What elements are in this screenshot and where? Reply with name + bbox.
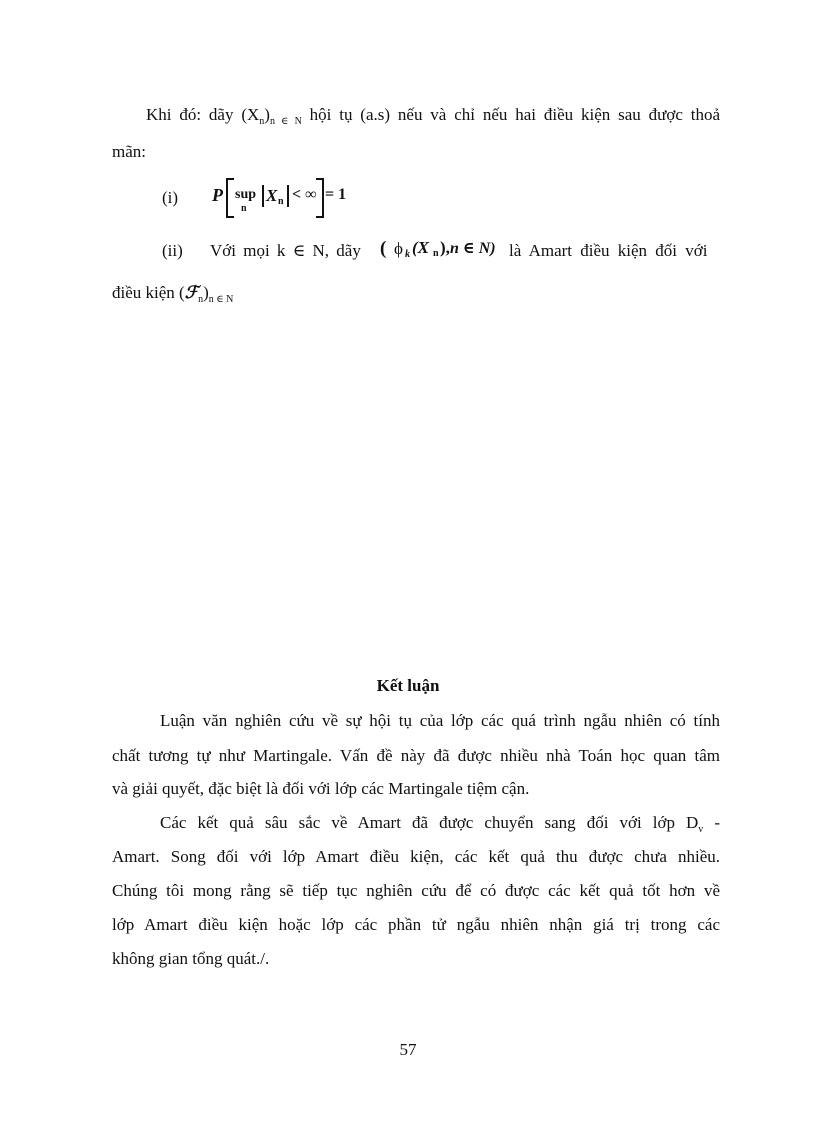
formula-X-close: ), [440, 238, 450, 257]
formula-phi-sub: k [405, 249, 410, 260]
formula-X: X [266, 186, 278, 205]
cond-ii-cont-text: điều kiện ( [112, 283, 185, 302]
script-F: ℱ [184, 283, 199, 302]
intro-rest: hội tụ (a.s) nếu và chỉ nếu hai điều kiện sau được thoả [301, 105, 720, 124]
right-bracket [316, 178, 324, 218]
cond-i-formula [212, 176, 352, 220]
para2-line1-sub: v [698, 824, 704, 835]
para2-line-5: không gian tổng quát./. [112, 949, 270, 968]
formula-X-sub: n [278, 196, 284, 207]
para1-line-1: Luận văn nghiên cứu về sự hội tụ của lớp các quá trình ngẫu nhiên có tính [160, 711, 720, 730]
para2-line1-end: - [703, 813, 720, 832]
intro-sub-n: n [259, 116, 265, 127]
para2-line-2: Amart. Song đối với lớp Amart điều kiện, các kết quả thu được chưa nhiều. [112, 847, 720, 866]
abs-bar-right [287, 185, 289, 207]
para1-line-2: chất tương tự như Martingale. Vấn đề này đã được nhiều nhà Toán học quan tâm [112, 746, 720, 765]
para2-line-4: lớp Amart điều kiện hoặc lớp các phần tử ngẫu nhiên nhận giá trị trong các [112, 915, 720, 934]
cond-ii-continuation [112, 282, 233, 311]
formula-X-paren: (X [412, 238, 429, 257]
cond-ii-text-b: là Amart điều kiện đối với [509, 241, 708, 260]
intro-start: Khi đó: dãy (X [146, 105, 260, 124]
formula-open-paren: ( [380, 238, 387, 259]
intro-close: ) [264, 105, 270, 124]
page-number: 57 [399, 1040, 417, 1059]
intro-line [146, 104, 720, 133]
formula-X-sub: n [433, 248, 439, 259]
formula-n-in-N: n ∈ N) [450, 240, 496, 257]
cond-ii-text-a: Với mọi k ∈ N, dãy [210, 241, 361, 260]
cond-ii-close: ) [203, 283, 209, 302]
formula-sup-sub: n [241, 203, 247, 214]
cond-ii-label: (ii) [162, 241, 183, 260]
formula-eq-one: = 1 [325, 186, 347, 203]
F-index: n ∈ N [208, 294, 234, 305]
formula-sup: sup [235, 187, 257, 202]
para2-line-1 [160, 812, 720, 841]
formula-lt-inf: < ∞ [292, 186, 317, 203]
para2-line-3: Chúng tôi mong rằng sẽ tiếp tục nghiên cứu để có được các kết quả tốt hơn về [112, 881, 720, 900]
para1-line-3: và giải quyết, đặc biệt là đối với lớp các Martingale tiệm cận. [112, 779, 530, 798]
section-heading: Kết luận [376, 676, 440, 695]
intro-sub-index: n ∈ N [269, 116, 302, 127]
left-bracket [226, 178, 234, 218]
para2-line1-text: Các kết quả sâu sắc về Amart đã được chuyển sang đối với lớp D [160, 813, 699, 832]
intro-continuation: mãn: [112, 142, 146, 161]
formula-phi: ϕ [394, 239, 403, 258]
abs-bar-left [262, 185, 264, 207]
cond-i-label: (i) [162, 188, 179, 207]
F-sub: n [198, 294, 204, 305]
formula-P: P [212, 185, 223, 205]
cond-ii-formula [380, 236, 504, 266]
